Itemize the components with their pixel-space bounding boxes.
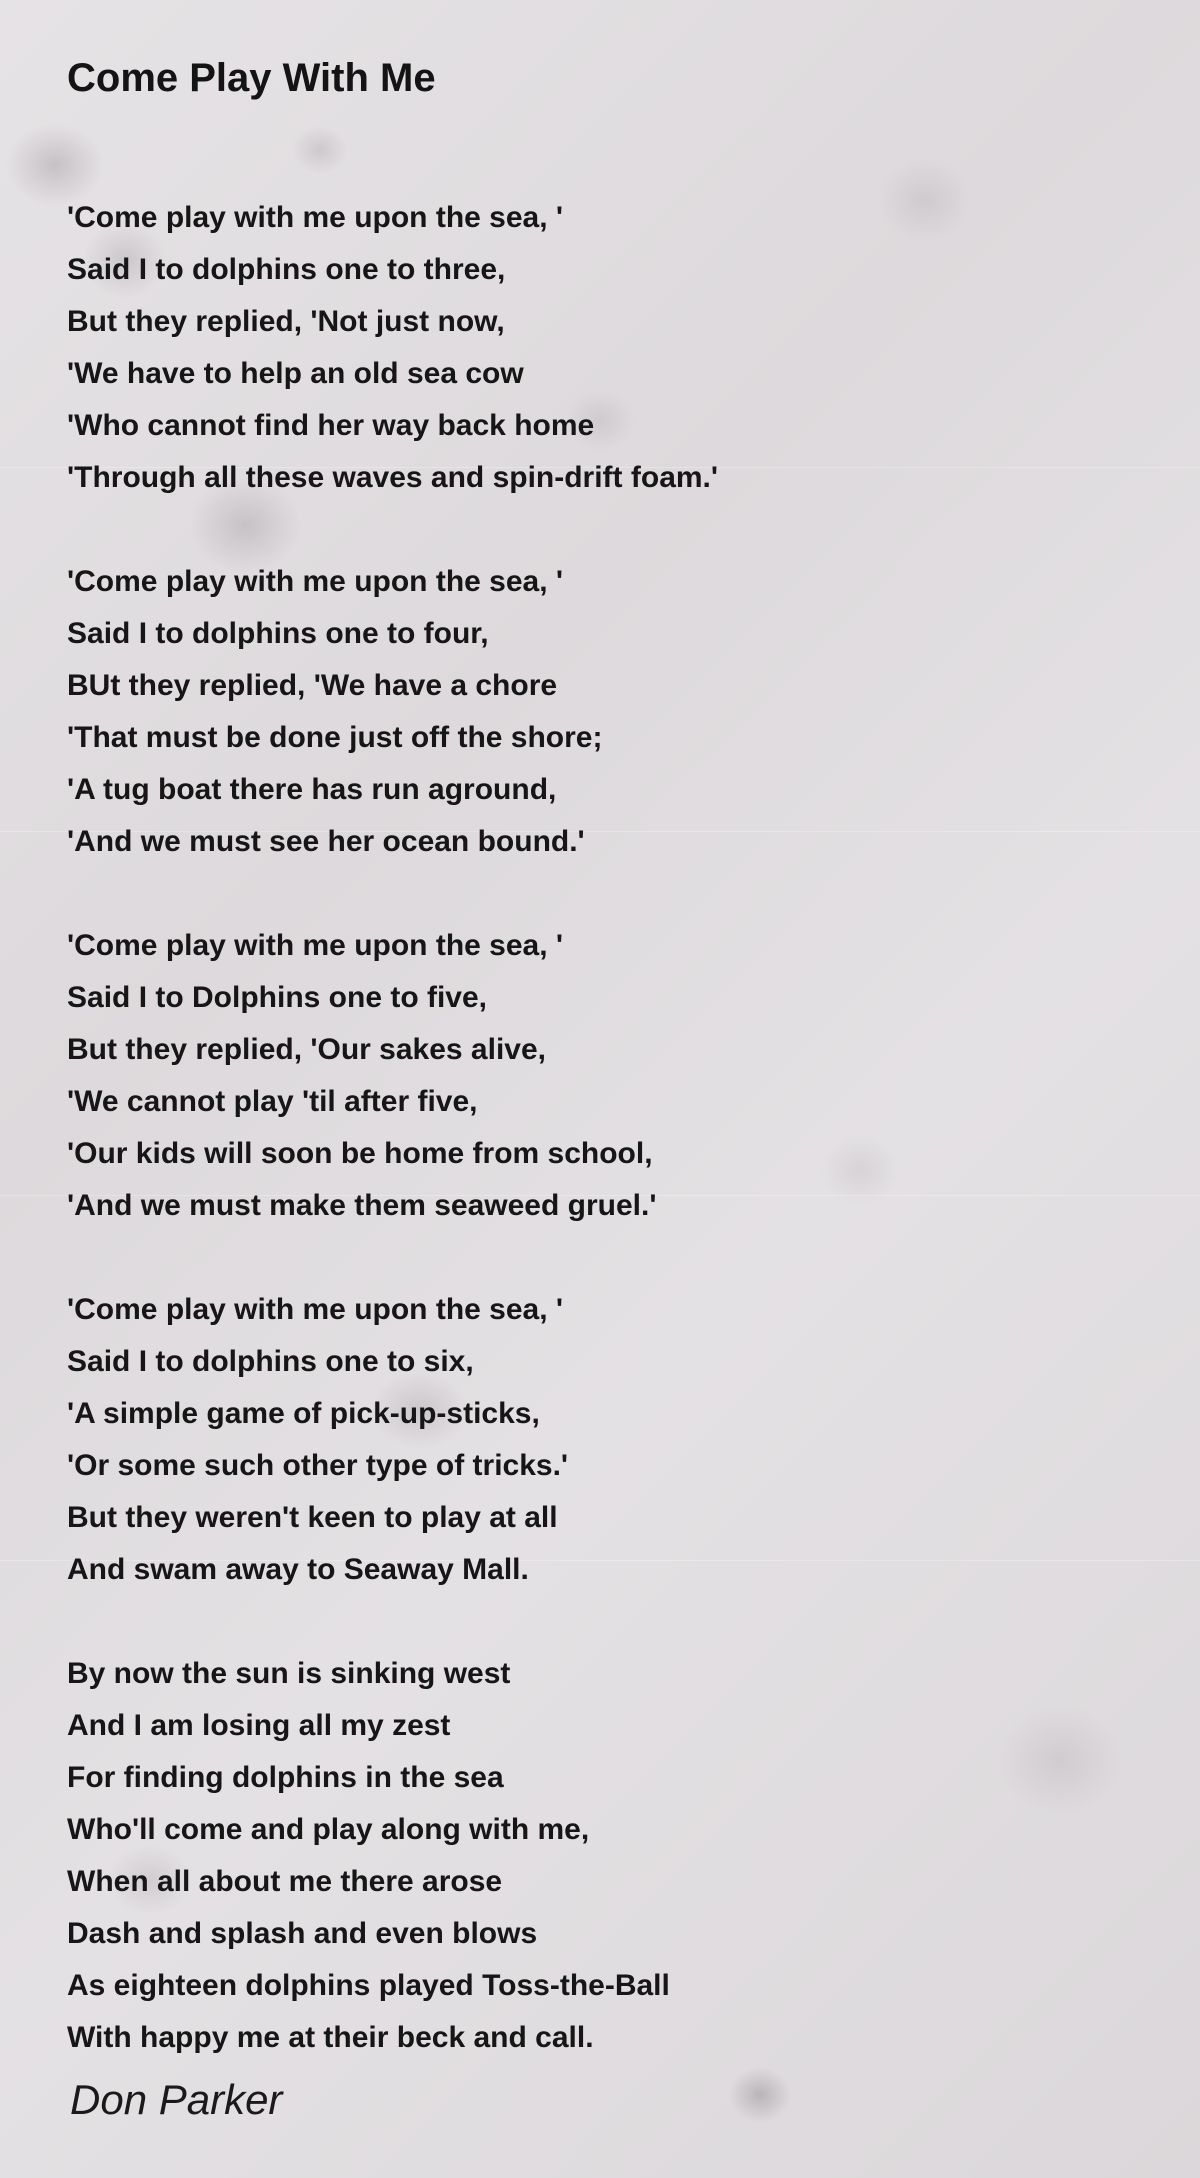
stanza-5 (67, 1648, 1167, 2064)
poem-line: Said I to Dolphins one to five, (67, 981, 488, 1014)
stanza-4 (67, 1284, 1167, 1596)
poem-line: 'Come play with me upon the sea, ' (67, 1293, 564, 1326)
poem-line: 'Come play with me upon the sea, ' (67, 929, 564, 962)
poem-line: Said I to dolphins one to four, (67, 617, 489, 650)
poem-line: By now the sun is sinking west (67, 1657, 511, 1690)
poem-line: Who'll come and play along with me, (67, 1813, 590, 1846)
poem-line: 'And we must see her ocean bound.' (67, 825, 585, 858)
poem-line: But they replied, 'Our sakes alive, (67, 1033, 546, 1066)
poem-author: Don Parker (70, 2076, 283, 2123)
poem-title: Come Play With Me (67, 56, 436, 100)
poem-line: But they replied, 'Not just now, (67, 305, 505, 338)
poem-line: 'We cannot play 'til after five, (67, 1085, 478, 1118)
stanza-2 (67, 556, 1167, 868)
poem-line: But they weren't keen to play at all (67, 1501, 558, 1534)
poem-line: 'Our kids will soon be home from school, (67, 1137, 653, 1170)
poem-line: 'That must be done just off the shore; (67, 721, 603, 754)
poem-line: With happy me at their beck and call. (67, 2021, 594, 2054)
poem-line: 'And we must make them seaweed gruel.' (67, 1189, 657, 1222)
poem-line: 'A simple game of pick-up-sticks, (67, 1397, 540, 1430)
poem-line: 'Through all these waves and spin-drift foam.' (67, 461, 719, 494)
poem-line: BUt they replied, 'We have a chore (67, 669, 558, 702)
poem-line: As eighteen dolphins played Toss-the-Ball (67, 1969, 670, 2002)
poem-line: When all about me there arose (67, 1865, 503, 1898)
poem-line: Dash and splash and even blows (67, 1917, 538, 1950)
poem-line: Said I to dolphins one to three, (67, 253, 506, 286)
poem-line: 'We have to help an old sea cow (67, 357, 524, 390)
poem (67, 50, 1167, 2116)
poem-line: 'A tug boat there has run aground, (67, 773, 557, 806)
poem-line: Said I to dolphins one to six, (67, 1345, 474, 1378)
poem-line: For finding dolphins in the sea (67, 1761, 504, 1794)
stanza-3 (67, 920, 1167, 1232)
poem-body (67, 192, 1167, 2064)
poem-line: 'Come play with me upon the sea, ' (67, 201, 564, 234)
poem-line: 'Or some such other type of tricks.' (67, 1449, 569, 1482)
poem-line: 'Come play with me upon the sea, ' (67, 565, 564, 598)
poem-line: And I am losing all my zest (67, 1709, 451, 1742)
poem-line: 'Who cannot find her way back home (67, 409, 595, 442)
stanza-1 (67, 192, 1167, 504)
poem-line: And swam away to Seaway Mall. (67, 1553, 529, 1586)
